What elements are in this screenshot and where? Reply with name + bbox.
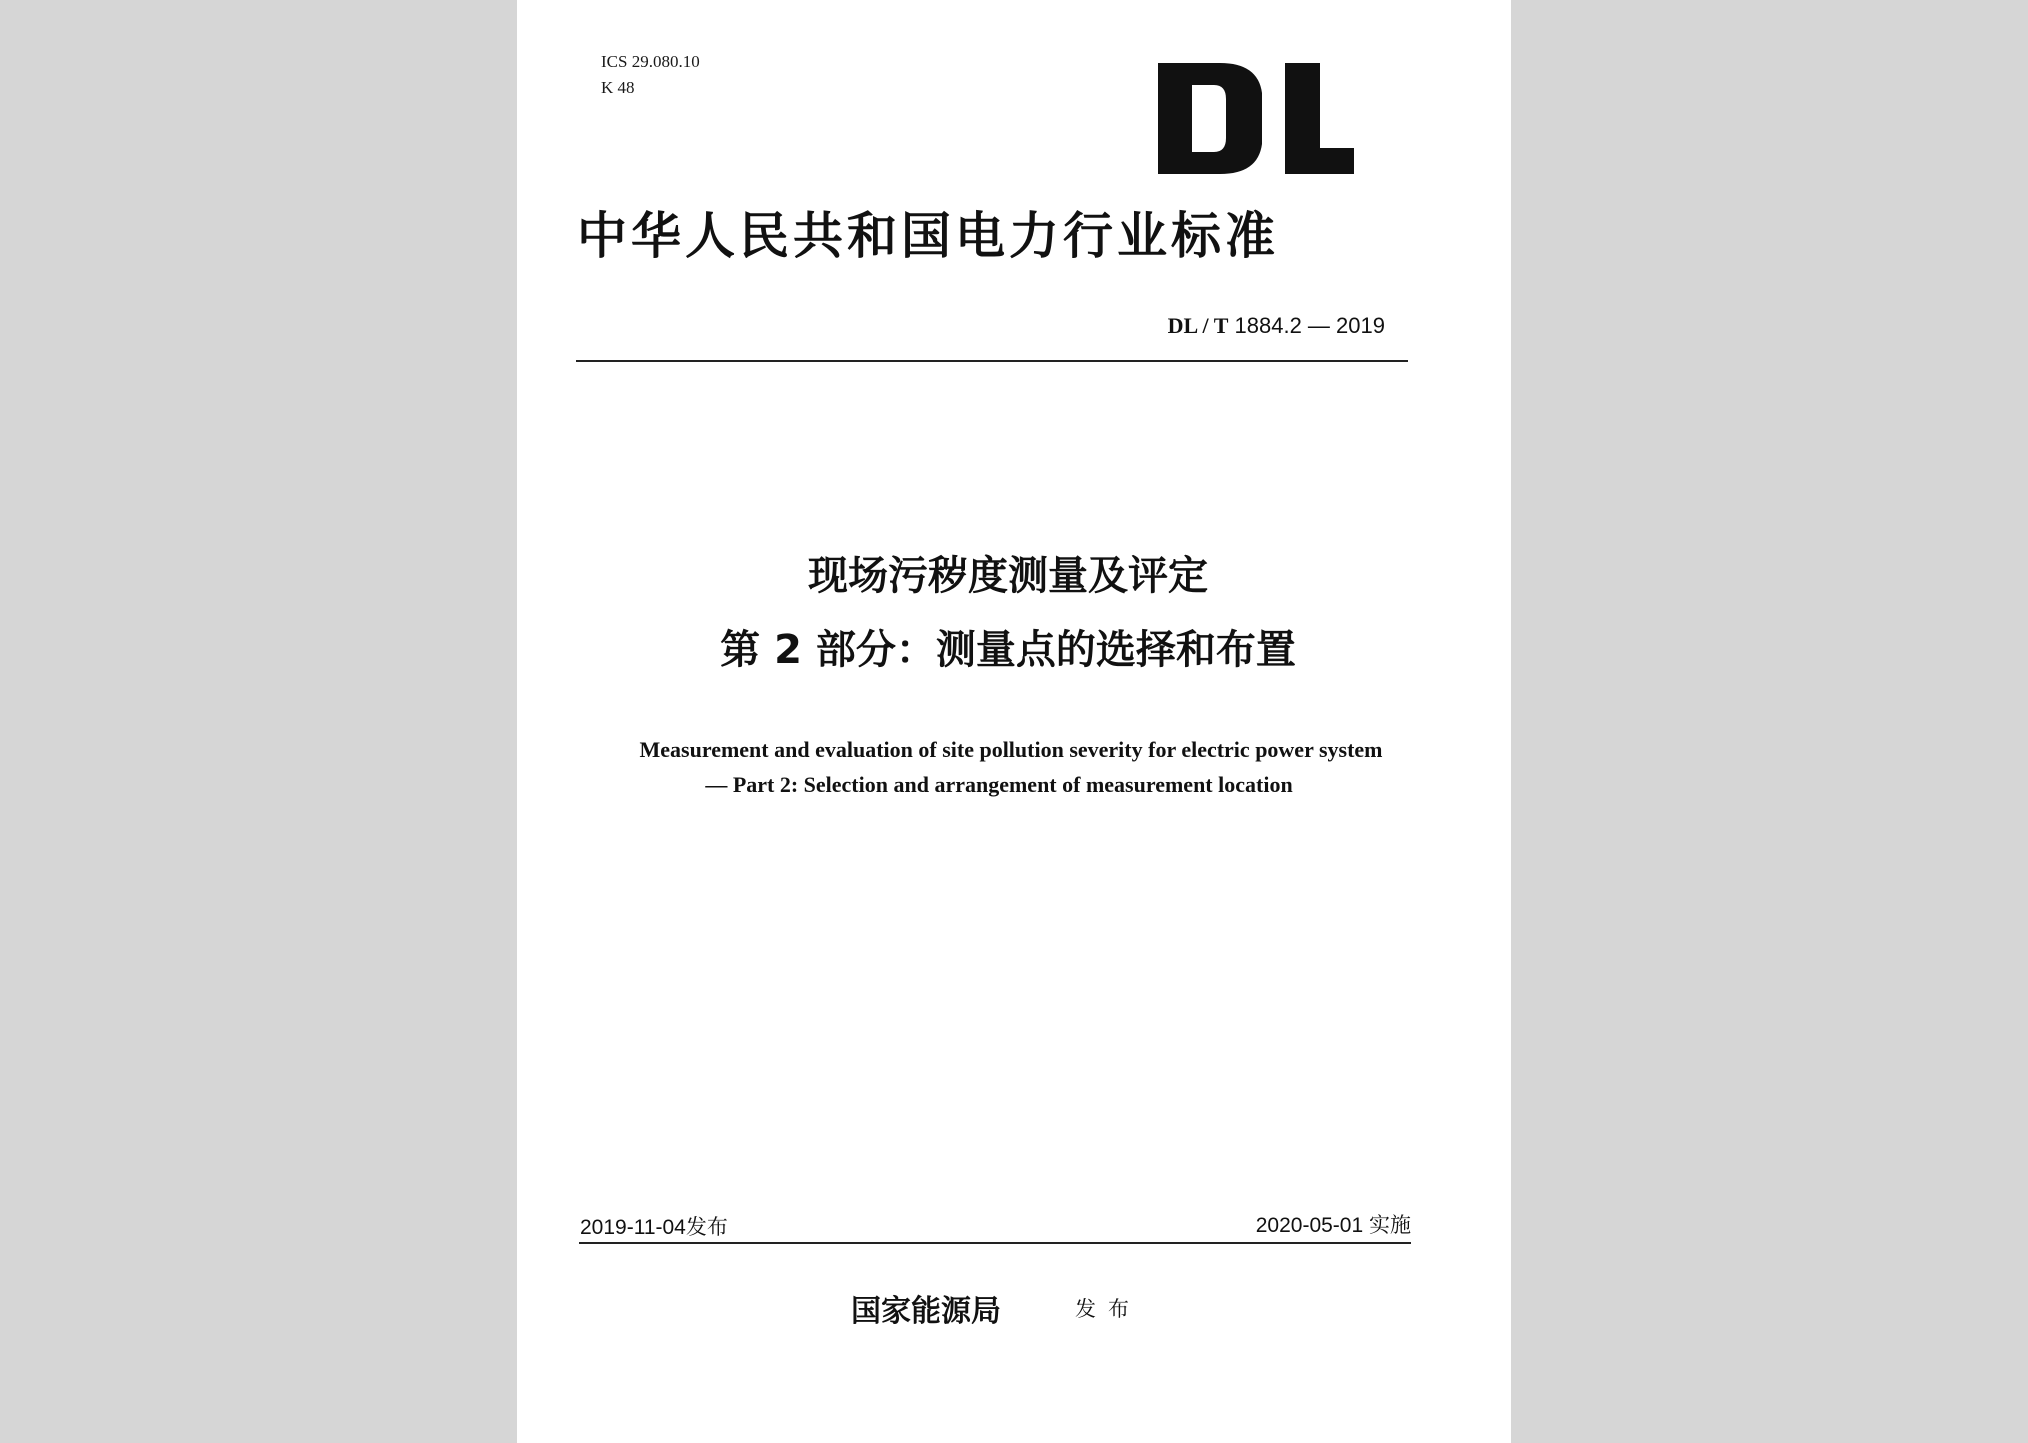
ics-code: ICS 29.080.10 <box>601 52 700 71</box>
classification-code: K 48 <box>601 78 635 97</box>
standard-number-value: 1884.2 — 2019 <box>1228 313 1385 338</box>
publisher: 国家能源局 <box>851 1294 1001 1329</box>
dl-logo <box>1158 63 1448 174</box>
title-en-line1: Measurement and evaluation of site pollution severity for electric power system <box>639 737 1383 762</box>
publish-label: 发布 <box>1075 1297 1141 1321</box>
header-divider <box>576 360 1408 362</box>
title-cn-line1: 现场污秽度测量及评定 <box>808 553 1208 599</box>
footer-divider <box>579 1242 1411 1244</box>
standard-number <box>1168 313 1385 339</box>
standard-number-prefix: DL / T <box>1167 313 1229 338</box>
issue-date: 2019-11-04发布 <box>580 1216 728 1239</box>
title-en-line2: — Part 2: Selection and arrangement of measurement location <box>705 772 1293 797</box>
title-cn-line2: 第 2 部分：测量点的选择和布置 <box>720 627 1296 673</box>
standard-category-title: 中华人民共和国电力行业标准 <box>577 206 1279 265</box>
document-page <box>517 0 1511 1443</box>
implement-date: 2020-05-01 实施 <box>1255 1214 1411 1237</box>
